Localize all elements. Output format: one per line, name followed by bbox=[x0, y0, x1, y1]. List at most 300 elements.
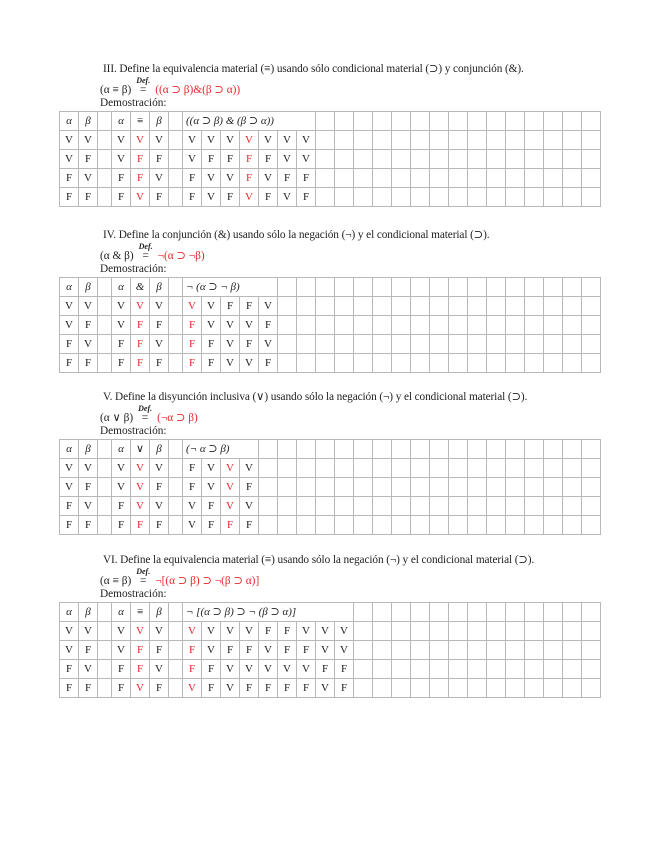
empty-cell bbox=[373, 278, 392, 297]
empty-cell bbox=[487, 278, 506, 297]
empty-cell bbox=[582, 660, 601, 679]
definiens-value-cell: V bbox=[221, 679, 240, 698]
empty-cell bbox=[449, 516, 468, 535]
empty-cell bbox=[335, 354, 354, 373]
definiens-value-cell: F bbox=[183, 169, 202, 188]
empty-cell bbox=[373, 622, 392, 641]
empty-cell bbox=[411, 316, 430, 335]
empty-cell bbox=[259, 440, 278, 459]
definiens-value-cell: F bbox=[240, 641, 259, 660]
main-connective-value: V bbox=[131, 679, 150, 698]
empty-cell bbox=[582, 188, 601, 207]
empty-cell bbox=[525, 478, 544, 497]
empty-cell bbox=[430, 169, 449, 188]
empty-cell bbox=[430, 478, 449, 497]
empty-cell bbox=[373, 150, 392, 169]
empty-cell bbox=[392, 478, 411, 497]
definiendum-header: α bbox=[112, 440, 131, 459]
definiens-value-cell: F bbox=[297, 641, 316, 660]
main-connective-value: V bbox=[221, 478, 240, 497]
empty-cell bbox=[544, 169, 563, 188]
definiendum-value-cell: V bbox=[150, 297, 169, 316]
definiendum-value-cell: F bbox=[112, 335, 131, 354]
empty-cell bbox=[297, 459, 316, 478]
definiendum-header: α bbox=[112, 603, 131, 622]
empty-cell bbox=[582, 169, 601, 188]
empty-cell bbox=[487, 169, 506, 188]
definiens-value-cell: V bbox=[259, 335, 278, 354]
definition-label: Def. bbox=[136, 76, 151, 85]
definiens-value-cell: V bbox=[259, 660, 278, 679]
empty-cell bbox=[449, 497, 468, 516]
input-value-cell: V bbox=[79, 622, 98, 641]
empty-cell bbox=[335, 169, 354, 188]
definiendum-value-cell: V bbox=[112, 297, 131, 316]
definiendum-value-cell: V bbox=[150, 497, 169, 516]
definiendum-value-cell: V bbox=[150, 335, 169, 354]
empty-cell bbox=[582, 297, 601, 316]
empty-cell bbox=[354, 297, 373, 316]
spacer-cell bbox=[98, 169, 112, 188]
empty-cell bbox=[316, 131, 335, 150]
definiens-value-cell: V bbox=[259, 169, 278, 188]
empty-cell bbox=[449, 603, 468, 622]
main-connective-value: F bbox=[131, 516, 150, 535]
table-row bbox=[60, 131, 601, 150]
spacer-cell bbox=[98, 497, 112, 516]
table-row bbox=[60, 641, 601, 660]
definiendum-value-cell: V bbox=[112, 622, 131, 641]
empty-cell bbox=[506, 169, 525, 188]
definition-formula bbox=[100, 242, 205, 262]
empty-cell bbox=[487, 679, 506, 698]
empty-cell bbox=[373, 679, 392, 698]
empty-cell bbox=[430, 112, 449, 131]
input-value-cell: F bbox=[60, 335, 79, 354]
empty-cell bbox=[449, 622, 468, 641]
definiens-value-cell: F bbox=[202, 497, 221, 516]
spacer-cell bbox=[98, 297, 112, 316]
main-connective-value: V bbox=[131, 459, 150, 478]
spacer-cell bbox=[169, 188, 183, 207]
empty-cell bbox=[411, 641, 430, 660]
input-variable-header: α bbox=[60, 440, 79, 459]
empty-cell bbox=[411, 297, 430, 316]
empty-cell bbox=[392, 316, 411, 335]
empty-cell bbox=[335, 440, 354, 459]
empty-cell bbox=[487, 497, 506, 516]
definiendum-value-cell: V bbox=[112, 641, 131, 660]
definiens-value-cell: V bbox=[259, 297, 278, 316]
table-header-row bbox=[60, 112, 601, 131]
empty-cell bbox=[430, 278, 449, 297]
formula-definiendum: (α ≡ β) bbox=[100, 575, 132, 587]
empty-cell bbox=[430, 603, 449, 622]
main-connective-value: F bbox=[131, 169, 150, 188]
main-connective-value: F bbox=[240, 150, 259, 169]
spacer-cell bbox=[98, 335, 112, 354]
empty-cell bbox=[468, 478, 487, 497]
table-row bbox=[60, 478, 601, 497]
input-value-cell: F bbox=[79, 641, 98, 660]
main-connective-value: V bbox=[131, 622, 150, 641]
input-variable-header: β bbox=[79, 278, 98, 297]
empty-cell bbox=[316, 112, 335, 131]
spacer-cell bbox=[98, 622, 112, 641]
definition-label: Def. bbox=[136, 567, 151, 576]
empty-cell bbox=[411, 354, 430, 373]
exercise-heading: VI. Define la equivalencia material (≡) usando sólo la negación (¬) y el condicional material (⊃). bbox=[103, 554, 535, 566]
input-value-cell: F bbox=[60, 679, 79, 698]
input-value-cell: V bbox=[60, 459, 79, 478]
input-value-cell: V bbox=[60, 641, 79, 660]
empty-cell bbox=[582, 278, 601, 297]
empty-cell bbox=[373, 478, 392, 497]
empty-cell bbox=[411, 622, 430, 641]
definiens-value-cell: F bbox=[221, 150, 240, 169]
definiens-value-cell: V bbox=[221, 354, 240, 373]
empty-cell bbox=[430, 297, 449, 316]
definiens-value-cell: F bbox=[259, 150, 278, 169]
definiens-value-cell: F bbox=[278, 641, 297, 660]
main-connective-value: F bbox=[240, 169, 259, 188]
empty-cell bbox=[411, 679, 430, 698]
empty-cell bbox=[373, 188, 392, 207]
empty-cell bbox=[373, 169, 392, 188]
truth-table bbox=[59, 111, 601, 207]
empty-cell bbox=[411, 459, 430, 478]
spacer-cell bbox=[98, 660, 112, 679]
empty-cell bbox=[354, 335, 373, 354]
input-value-cell: V bbox=[60, 297, 79, 316]
empty-cell bbox=[354, 354, 373, 373]
definiendum-value-cell: V bbox=[150, 169, 169, 188]
definiens-value-cell: V bbox=[221, 660, 240, 679]
definiens-value-cell: V bbox=[221, 316, 240, 335]
definiendum-value-cell: F bbox=[112, 516, 131, 535]
main-connective-value: F bbox=[183, 660, 202, 679]
definiens-value-cell: F bbox=[259, 354, 278, 373]
definiendum-value-cell: V bbox=[112, 316, 131, 335]
empty-cell bbox=[297, 440, 316, 459]
empty-cell bbox=[506, 497, 525, 516]
empty-cell bbox=[468, 679, 487, 698]
definiendum-value-cell: F bbox=[150, 516, 169, 535]
empty-cell bbox=[544, 150, 563, 169]
empty-cell bbox=[411, 188, 430, 207]
empty-cell bbox=[449, 641, 468, 660]
empty-cell bbox=[278, 297, 297, 316]
input-value-cell: F bbox=[60, 497, 79, 516]
input-value-cell: V bbox=[79, 131, 98, 150]
table-row bbox=[60, 316, 601, 335]
input-variable-header: β bbox=[79, 603, 98, 622]
empty-cell bbox=[278, 516, 297, 535]
definiendum-header: α bbox=[112, 112, 131, 131]
definiens-value-cell: V bbox=[202, 478, 221, 497]
empty-cell bbox=[297, 354, 316, 373]
definiendum-value-cell: F bbox=[112, 679, 131, 698]
main-connective-value: F bbox=[183, 316, 202, 335]
empty-cell bbox=[430, 188, 449, 207]
definiens-value-cell: F bbox=[259, 622, 278, 641]
empty-cell bbox=[411, 278, 430, 297]
empty-cell bbox=[563, 354, 582, 373]
empty-cell bbox=[563, 478, 582, 497]
main-connective-value: V bbox=[131, 188, 150, 207]
empty-cell bbox=[544, 316, 563, 335]
empty-cell bbox=[392, 516, 411, 535]
empty-cell bbox=[544, 622, 563, 641]
definiens-value-cell: F bbox=[316, 660, 335, 679]
empty-cell bbox=[544, 603, 563, 622]
empty-cell bbox=[506, 603, 525, 622]
empty-cell bbox=[563, 622, 582, 641]
spacer-cell bbox=[98, 478, 112, 497]
definiens-value-cell: F bbox=[240, 516, 259, 535]
spacer-cell bbox=[169, 112, 183, 131]
spacer-cell bbox=[169, 497, 183, 516]
definiens-value-cell: V bbox=[202, 131, 221, 150]
empty-cell bbox=[544, 188, 563, 207]
empty-cell bbox=[468, 169, 487, 188]
definiens-value-cell: V bbox=[297, 131, 316, 150]
empty-cell bbox=[392, 354, 411, 373]
spacer-cell bbox=[169, 660, 183, 679]
definiens-value-cell: V bbox=[183, 150, 202, 169]
empty-cell bbox=[544, 478, 563, 497]
definition-symbol bbox=[135, 242, 157, 262]
empty-cell bbox=[582, 440, 601, 459]
empty-cell bbox=[316, 278, 335, 297]
empty-cell bbox=[563, 131, 582, 150]
demonstration-label: Demostración: bbox=[100, 263, 167, 275]
empty-cell bbox=[316, 335, 335, 354]
empty-cell bbox=[487, 112, 506, 131]
spacer-cell bbox=[169, 335, 183, 354]
definiens-value-cell: V bbox=[202, 188, 221, 207]
table-row bbox=[60, 297, 601, 316]
definition-label: Def. bbox=[138, 404, 153, 413]
empty-cell bbox=[335, 478, 354, 497]
definiens-header: ¬ [(α ⊃ β) ⊃ ¬ (β ⊃ α)] bbox=[183, 603, 354, 622]
empty-cell bbox=[449, 188, 468, 207]
empty-cell bbox=[487, 335, 506, 354]
spacer-cell bbox=[169, 316, 183, 335]
empty-cell bbox=[563, 169, 582, 188]
empty-cell bbox=[563, 660, 582, 679]
definiendum-value-cell: V bbox=[112, 478, 131, 497]
input-variable-header: β bbox=[79, 440, 98, 459]
input-value-cell: F bbox=[79, 679, 98, 698]
empty-cell bbox=[392, 679, 411, 698]
empty-cell bbox=[544, 354, 563, 373]
truth-table bbox=[59, 602, 601, 698]
empty-cell bbox=[468, 316, 487, 335]
empty-cell bbox=[487, 316, 506, 335]
exercise-heading: IV. Define la conjunción (&) usando sólo la negación (¬) y el condicional material (⊃). bbox=[103, 229, 490, 241]
empty-cell bbox=[430, 497, 449, 516]
definiendum-value-cell: F bbox=[150, 188, 169, 207]
definiens-value-cell: V bbox=[221, 335, 240, 354]
empty-cell bbox=[373, 459, 392, 478]
empty-cell bbox=[411, 516, 430, 535]
spacer-cell bbox=[169, 297, 183, 316]
empty-cell bbox=[411, 150, 430, 169]
definiens-value-cell: F bbox=[259, 679, 278, 698]
empty-cell bbox=[373, 131, 392, 150]
main-connective-value: V bbox=[183, 297, 202, 316]
definiendum-header: β bbox=[150, 440, 169, 459]
spacer-cell bbox=[98, 188, 112, 207]
definiens-value-cell: F bbox=[183, 478, 202, 497]
empty-cell bbox=[354, 440, 373, 459]
spacer-cell bbox=[169, 603, 183, 622]
empty-cell bbox=[449, 354, 468, 373]
input-value-cell: V bbox=[79, 297, 98, 316]
empty-cell bbox=[430, 641, 449, 660]
input-value-cell: F bbox=[60, 516, 79, 535]
definiendum-header: & bbox=[131, 278, 150, 297]
definiens-value-cell: F bbox=[259, 316, 278, 335]
input-variable-header: α bbox=[60, 112, 79, 131]
definiens-value-cell: V bbox=[221, 131, 240, 150]
empty-cell bbox=[468, 354, 487, 373]
main-connective-value: F bbox=[131, 641, 150, 660]
demonstration-label: Demostración: bbox=[100, 97, 167, 109]
empty-cell bbox=[430, 622, 449, 641]
empty-cell bbox=[373, 660, 392, 679]
empty-cell bbox=[582, 150, 601, 169]
definiendum-value-cell: V bbox=[150, 459, 169, 478]
empty-cell bbox=[373, 354, 392, 373]
input-value-cell: F bbox=[60, 354, 79, 373]
spacer-cell bbox=[169, 440, 183, 459]
empty-cell bbox=[544, 679, 563, 698]
spacer-cell bbox=[169, 478, 183, 497]
spacer-cell bbox=[169, 354, 183, 373]
empty-cell bbox=[392, 335, 411, 354]
empty-cell bbox=[544, 516, 563, 535]
input-value-cell: V bbox=[79, 459, 98, 478]
definiendum-value-cell: V bbox=[150, 622, 169, 641]
empty-cell bbox=[506, 459, 525, 478]
empty-cell bbox=[411, 478, 430, 497]
definiens-value-cell: V bbox=[240, 354, 259, 373]
empty-cell bbox=[506, 335, 525, 354]
empty-cell bbox=[297, 478, 316, 497]
definition-label: Def. bbox=[138, 242, 153, 251]
input-value-cell: V bbox=[79, 335, 98, 354]
definition-symbol bbox=[132, 567, 154, 587]
empty-cell bbox=[563, 641, 582, 660]
empty-cell bbox=[506, 354, 525, 373]
empty-cell bbox=[392, 440, 411, 459]
formula-definiens: ¬(α ⊃ ¬β) bbox=[157, 250, 205, 262]
empty-cell bbox=[316, 516, 335, 535]
empty-cell bbox=[563, 316, 582, 335]
empty-cell bbox=[506, 112, 525, 131]
empty-cell bbox=[544, 335, 563, 354]
table-row bbox=[60, 660, 601, 679]
empty-cell bbox=[544, 497, 563, 516]
empty-cell bbox=[373, 335, 392, 354]
empty-cell bbox=[335, 297, 354, 316]
empty-cell bbox=[563, 150, 582, 169]
definiendum-value-cell: V bbox=[112, 131, 131, 150]
spacer-cell bbox=[98, 440, 112, 459]
empty-cell bbox=[582, 497, 601, 516]
empty-cell bbox=[316, 440, 335, 459]
definition-equals: = bbox=[140, 84, 147, 96]
empty-cell bbox=[468, 278, 487, 297]
definition-symbol bbox=[134, 404, 156, 424]
spacer-cell bbox=[98, 516, 112, 535]
definiens-value-cell: F bbox=[278, 622, 297, 641]
definiens-value-cell: F bbox=[240, 297, 259, 316]
definiens-value-cell: F bbox=[202, 150, 221, 169]
empty-cell bbox=[525, 516, 544, 535]
empty-cell bbox=[468, 459, 487, 478]
empty-cell bbox=[487, 603, 506, 622]
empty-cell bbox=[354, 478, 373, 497]
empty-cell bbox=[582, 354, 601, 373]
definiens-value-cell: V bbox=[316, 622, 335, 641]
empty-cell bbox=[525, 603, 544, 622]
main-connective-value: F bbox=[131, 354, 150, 373]
main-connective-value: V bbox=[131, 131, 150, 150]
table-row bbox=[60, 169, 601, 188]
empty-cell bbox=[582, 603, 601, 622]
definiens-value-cell: V bbox=[202, 641, 221, 660]
empty-cell bbox=[544, 131, 563, 150]
spacer-cell bbox=[98, 112, 112, 131]
empty-cell bbox=[373, 440, 392, 459]
empty-cell bbox=[468, 660, 487, 679]
empty-cell bbox=[392, 112, 411, 131]
definiendum-value-cell: V bbox=[150, 660, 169, 679]
main-connective-value: V bbox=[240, 131, 259, 150]
spacer-cell bbox=[169, 622, 183, 641]
formula-definiendum: (α & β) bbox=[100, 250, 134, 262]
empty-cell bbox=[354, 459, 373, 478]
definiens-value-cell: V bbox=[278, 150, 297, 169]
empty-cell bbox=[506, 188, 525, 207]
definiens-header: ¬ (α ⊃ ¬ β) bbox=[183, 278, 278, 297]
definiens-value-cell: V bbox=[240, 660, 259, 679]
empty-cell bbox=[487, 188, 506, 207]
definiens-value-cell: V bbox=[297, 150, 316, 169]
definition-equals: = bbox=[141, 412, 149, 424]
input-variable-header: β bbox=[79, 112, 98, 131]
empty-cell bbox=[354, 278, 373, 297]
definiens-header: ((α ⊃ β) & (β ⊃ α)) bbox=[183, 112, 316, 131]
empty-cell bbox=[430, 316, 449, 335]
main-connective-value: V bbox=[131, 297, 150, 316]
empty-cell bbox=[449, 131, 468, 150]
empty-cell bbox=[392, 278, 411, 297]
empty-cell bbox=[392, 169, 411, 188]
definiens-value-cell: V bbox=[240, 497, 259, 516]
empty-cell bbox=[449, 150, 468, 169]
definiens-value-cell: F bbox=[240, 478, 259, 497]
empty-cell bbox=[563, 459, 582, 478]
empty-cell bbox=[449, 478, 468, 497]
demonstration-label: Demostración: bbox=[100, 425, 167, 437]
definiens-value-cell: V bbox=[278, 131, 297, 150]
truth-table bbox=[59, 439, 601, 535]
empty-cell bbox=[316, 354, 335, 373]
